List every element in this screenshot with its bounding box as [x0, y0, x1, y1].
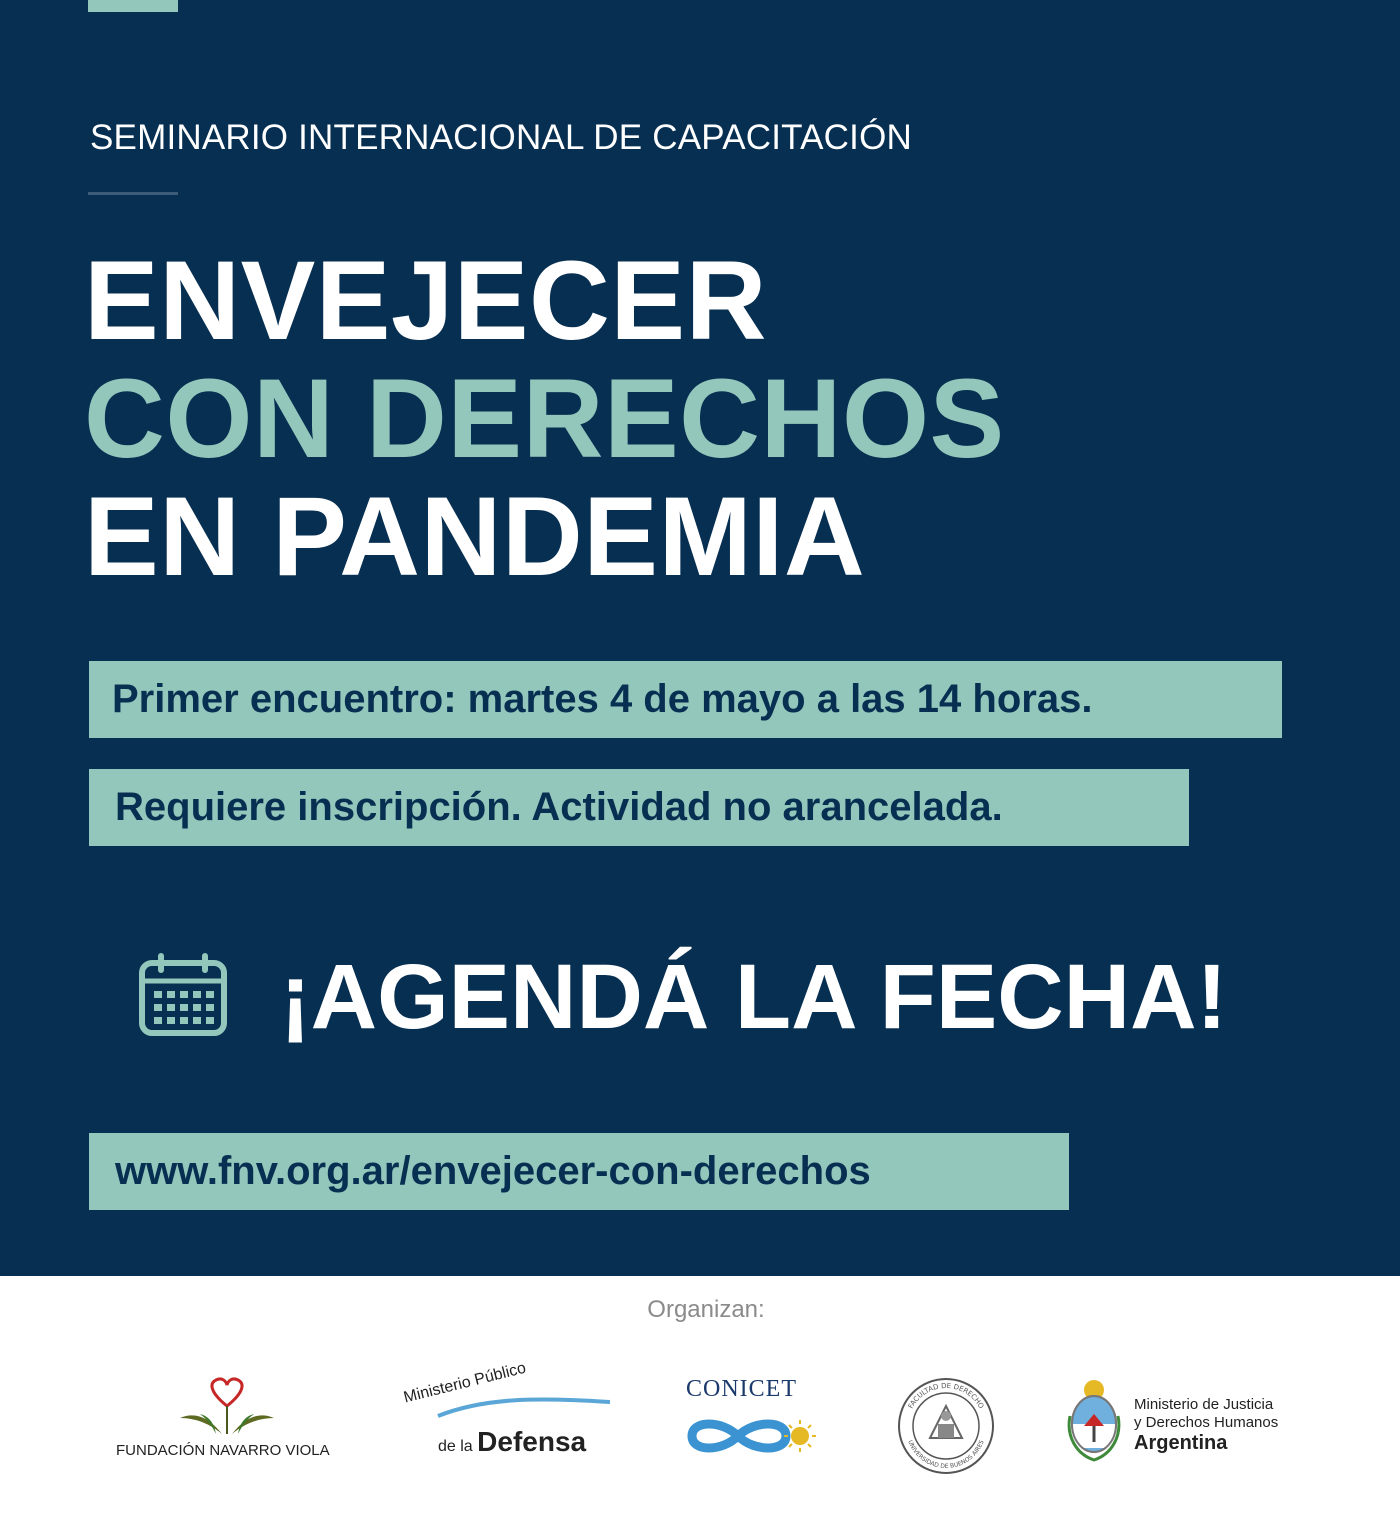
accent-bar: [88, 0, 178, 12]
save-the-date-heading: ¡AGENDÁ LA FECHA!: [280, 946, 1228, 1048]
title-line-2: CON DERECHOS: [84, 356, 1005, 481]
uba-seal-bottom-text: UNIVERSIDAD DE BUENOS AIRES: [906, 1439, 986, 1471]
fnv-heart-plant-icon: [116, 1376, 338, 1436]
organizers-section: [0, 1276, 1400, 1514]
seminar-subtitle: SEMINARIO INTERNACIONAL DE CAPACITACIÓN: [90, 118, 912, 157]
uba-seal-icon: [896, 1376, 996, 1476]
divider: [88, 192, 178, 195]
mpd-line2: [438, 1426, 586, 1458]
organizers-label: Organizan:: [647, 1296, 765, 1323]
conicet-infinity-icon: [682, 1406, 828, 1466]
calendar-icon: [138, 951, 228, 1037]
registration-banner: Requiere inscripción. Actividad no arancelada.: [89, 769, 1189, 846]
mjdh-line1: Ministerio de Justicia: [1134, 1396, 1274, 1413]
mpd-line1: Ministerio Público: [402, 1359, 528, 1407]
mpd-line2-small: de la: [438, 1438, 473, 1455]
mpd-line2-big: Defensa: [477, 1426, 587, 1457]
fnv-name: FUNDACIÓN NAVARRO VIOLA: [116, 1442, 330, 1459]
fnv-logo: [116, 1376, 338, 1466]
first-meeting-banner: Primer encuentro: martes 4 de mayo a las 14 horas.: [89, 661, 1282, 738]
mjdh-line3: Argentina: [1134, 1432, 1228, 1454]
mjdh-logo: [1066, 1376, 1302, 1476]
uba-derecho-seal: [896, 1376, 996, 1476]
mpd-logo: [398, 1359, 618, 1466]
title-line-1: ENVEJECER: [84, 238, 767, 363]
mjdh-line2: y Derechos Humanos: [1134, 1414, 1279, 1431]
uba-seal-top-text: FACULTAD DE DERECHO: [906, 1381, 986, 1411]
argentina-coat-of-arms-icon: [1066, 1376, 1122, 1466]
title-line-3: EN PANDEMIA: [84, 474, 866, 599]
registration-link[interactable]: www.fnv.org.ar/envejecer-con-derechos: [89, 1133, 1069, 1210]
conicet-logo: [682, 1376, 828, 1466]
conicet-name: CONICET: [686, 1376, 797, 1402]
